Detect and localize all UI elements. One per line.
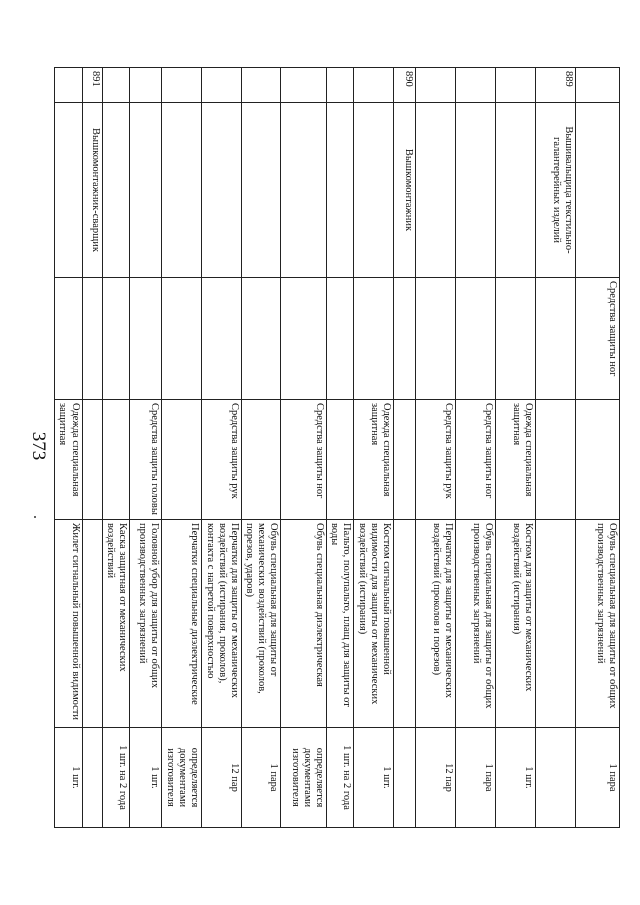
issue-norm-cell: 1 шт. на 2 года <box>326 728 353 828</box>
entry-number-cell <box>576 68 620 103</box>
entry-number-cell <box>416 68 456 103</box>
entry-number-cell <box>102 68 129 103</box>
table-row <box>576 68 620 828</box>
ppe-item-cell: Костюм для защиты от механических воздействий (истирания) <box>496 520 536 728</box>
issue-norm-cell: 12 пар <box>201 728 241 828</box>
ppe-category-cell: Средства защиты ног <box>576 278 620 400</box>
ppe-item-cell: Перчатки для защиты от механических воздействий (проколов и порезов) <box>416 520 456 728</box>
ppe-category-cell <box>416 278 456 400</box>
issue-norm-cell: 12 пар <box>416 728 456 828</box>
ppe-subcategory-cell <box>82 400 102 520</box>
ppe-subcategory-cell <box>536 400 576 520</box>
table-row <box>280 68 326 828</box>
ppe-subcategory-cell <box>326 400 353 520</box>
profession-name-cell <box>576 103 620 278</box>
ppe-subcategory-cell: Одежда специальная защитная <box>354 400 394 520</box>
entry-number-cell <box>54 68 82 103</box>
table-body <box>54 68 619 828</box>
table-row <box>394 68 416 828</box>
ppe-subcategory-cell: Средства защиты головы <box>129 400 161 520</box>
ppe-category-cell <box>129 278 161 400</box>
issue-norm-cell <box>536 728 576 828</box>
entry-number-cell <box>326 68 353 103</box>
entry-number-cell <box>129 68 161 103</box>
profession-name-cell <box>416 103 456 278</box>
table-row <box>161 68 201 828</box>
profession-name-cell <box>456 103 496 278</box>
scan-speck <box>34 516 36 518</box>
issue-norm-cell: 1 шт. <box>496 728 536 828</box>
profession-name-cell <box>102 103 129 278</box>
entry-number-cell <box>496 68 536 103</box>
entry-number-cell <box>280 68 326 103</box>
issue-norm-cell: 1 пара <box>241 728 280 828</box>
ppe-category-cell <box>102 278 129 400</box>
profession-name-cell: Вышивальщица текстильно-галантерейных изделий <box>536 103 576 278</box>
profession-name-cell <box>161 103 201 278</box>
ppe-category-cell <box>394 278 416 400</box>
issue-norm-cell <box>394 728 416 828</box>
profession-name-cell <box>496 103 536 278</box>
profession-name-cell <box>280 103 326 278</box>
profession-name-cell <box>201 103 241 278</box>
ppe-category-cell <box>456 278 496 400</box>
entry-number-cell: 890 <box>394 68 416 103</box>
entry-number-cell <box>241 68 280 103</box>
ppe-subcategory-cell: Средства защиты рук <box>201 400 241 520</box>
entry-number-cell: 891 <box>82 68 102 103</box>
profession-name-cell <box>354 103 394 278</box>
ppe-item-cell: Пальто, полупальто, плащ для защиты от воды <box>326 520 353 728</box>
ppe-item-cell <box>536 520 576 728</box>
issue-norm-cell: определяется документами изготовителя <box>280 728 326 828</box>
ppe-category-cell <box>82 278 102 400</box>
rotated-table-frame <box>57 67 620 827</box>
ppe-category-cell <box>326 278 353 400</box>
ppe-item-cell <box>394 520 416 728</box>
ppe-category-cell <box>496 278 536 400</box>
ppe-subcategory-cell: Средства защиты ног <box>456 400 496 520</box>
ppe-item-cell: Головной убор для защиты от общих производственных загрязнений <box>129 520 161 728</box>
ppe-subcategory-cell <box>161 400 201 520</box>
ppe-item-cell: Перчатки специальные диэлектрические <box>161 520 201 728</box>
ppe-item-cell <box>82 520 102 728</box>
issue-norm-cell: 1 шт. <box>354 728 394 828</box>
table-row <box>201 68 241 828</box>
ppe-category-cell <box>54 278 82 400</box>
table-row <box>54 68 82 828</box>
ppe-category-cell <box>241 278 280 400</box>
profession-name-cell <box>326 103 353 278</box>
profession-name-cell: Вышкомонтажник <box>394 103 416 278</box>
ppe-subcategory-cell <box>241 400 280 520</box>
ppe-subcategory-cell: Одежда специальная защитная <box>496 400 536 520</box>
ppe-item-cell: Обувь специальная диэлектрическая <box>280 520 326 728</box>
issue-norm-cell: 1 шт. <box>54 728 82 828</box>
table-row <box>241 68 280 828</box>
ppe-item-cell: Обувь специальная для защиты от общих производственных загрязнений <box>576 520 620 728</box>
issue-norm-cell <box>82 728 102 828</box>
ppe-category-cell <box>354 278 394 400</box>
entry-number-cell <box>201 68 241 103</box>
rotated-table-content <box>57 67 620 827</box>
ppe-subcategory-cell <box>394 400 416 520</box>
profession-name-cell <box>129 103 161 278</box>
ppe-category-cell <box>201 278 241 400</box>
ppe-subcategory-cell <box>102 400 129 520</box>
table-row <box>416 68 456 828</box>
profession-name-cell <box>54 103 82 278</box>
issue-norm-cell: 1 шт. <box>129 728 161 828</box>
ppe-category-cell <box>161 278 201 400</box>
ppe-subcategory-cell: Средства защиты ног <box>280 400 326 520</box>
table-row <box>129 68 161 828</box>
ppe-item-cell: Жилет сигнальный повышенной видимости <box>54 520 82 728</box>
ppe-subcategory-cell: Одежда специальная защитная <box>54 400 82 520</box>
entry-number-cell <box>354 68 394 103</box>
table-row <box>456 68 496 828</box>
ppe-category-cell <box>280 278 326 400</box>
table-row <box>326 68 353 828</box>
entry-number-cell <box>161 68 201 103</box>
page-number: 373 <box>28 431 49 461</box>
table-row <box>82 68 102 828</box>
ppe-category-cell <box>536 278 576 400</box>
entry-number-cell: 889 <box>536 68 576 103</box>
issue-norm-cell: 1 пара <box>576 728 620 828</box>
issue-norm-cell: 1 шт. на 2 года <box>102 728 129 828</box>
ppe-item-cell: Обувь специальная для защиты от механических воздействий (проколов, порезов, ударов) <box>241 520 280 728</box>
ppe-item-cell: Костюм сигнальный повышенной видимости для защиты от механических воздействий (истирания) <box>354 520 394 728</box>
issue-norm-cell: определяется документами изготовителя <box>161 728 201 828</box>
table-row <box>496 68 536 828</box>
ppe-item-cell: Обувь специальная для защиты от общих производственных загрязнений <box>456 520 496 728</box>
profession-name-cell <box>241 103 280 278</box>
entry-number-cell <box>456 68 496 103</box>
ppe-norms-table <box>54 67 620 828</box>
ppe-subcategory-cell <box>576 400 620 520</box>
issue-norm-cell: 1 пара <box>456 728 496 828</box>
table-row <box>102 68 129 828</box>
ppe-item-cell: Перчатки для защиты от механических воздействий (истирания, проколов), контакта с нагретой поверхностью <box>201 520 241 728</box>
table-row <box>536 68 576 828</box>
table-row <box>354 68 394 828</box>
ppe-subcategory-cell: Средства защиты рук <box>416 400 456 520</box>
profession-name-cell: Вышкомонтажник-сварщик <box>82 103 102 278</box>
ppe-item-cell: Каска защитная от механических воздействий <box>102 520 129 728</box>
